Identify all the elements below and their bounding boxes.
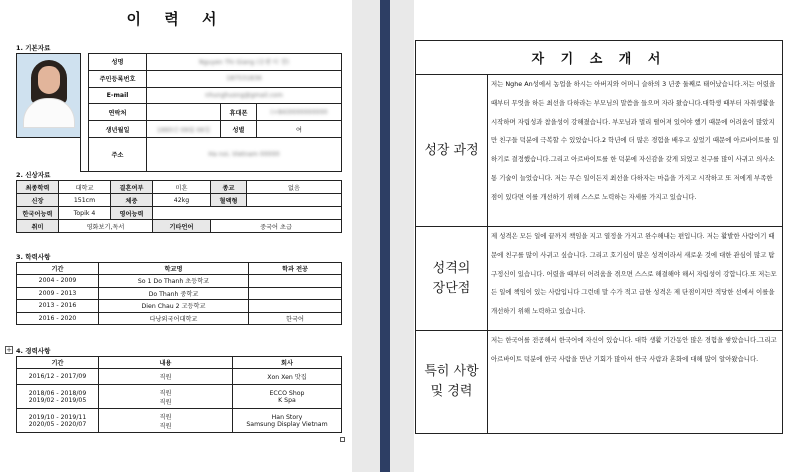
row-heading: 성장 과정 bbox=[416, 75, 488, 227]
resume-page bbox=[0, 0, 352, 472]
education-period: 2016 - 2020 bbox=[17, 312, 99, 325]
table-row bbox=[17, 300, 342, 313]
resume-title: 이 력 서 bbox=[126, 10, 226, 28]
hobby-label: 취미 bbox=[17, 220, 59, 233]
contact-label: 연락처 bbox=[89, 104, 147, 121]
education-school: Dien Chau 2 고등학교 bbox=[99, 300, 249, 313]
education-header-period: 기간 bbox=[17, 263, 99, 275]
section-education-title: 3. 학력사항 bbox=[16, 253, 51, 261]
education-table bbox=[16, 262, 342, 325]
blood-value bbox=[247, 194, 342, 207]
religion-label: 종교 bbox=[211, 181, 247, 194]
name-value: Nguyen Thi Giang (응웬 티 쟝) bbox=[147, 54, 342, 71]
education-school: 다낭외국어대학교 bbox=[99, 312, 249, 325]
email-value: nhunghuong@gmail.com bbox=[147, 87, 342, 104]
table-resize-handle[interactable] bbox=[340, 437, 345, 442]
gender-label: 성별 bbox=[221, 121, 257, 138]
personal-info-table bbox=[16, 180, 342, 233]
mobile-value: (+84)0000000000 bbox=[257, 104, 342, 121]
table-row bbox=[17, 287, 342, 300]
korean-label: 한국어능력 bbox=[17, 207, 59, 220]
education-major: 한국어 bbox=[249, 312, 342, 325]
education-header-school: 학교명 bbox=[99, 263, 249, 275]
height-label: 신장 bbox=[17, 194, 59, 207]
edu-value: 대학교 bbox=[59, 181, 111, 194]
career-content: 직원 직원 bbox=[99, 385, 233, 409]
education-major bbox=[249, 287, 342, 300]
weight-label: 체중 bbox=[111, 194, 153, 207]
career-company: Xon Xen 맛집 bbox=[233, 369, 342, 385]
education-period: 2009 - 2013 bbox=[17, 287, 99, 300]
birth-value: 1995년 09월 06일 bbox=[147, 121, 221, 138]
cover-letter-table bbox=[415, 40, 783, 434]
religion-value: 없음 bbox=[247, 181, 342, 194]
career-header-content: 내용 bbox=[99, 357, 233, 369]
row-heading: 성격의 장단점 bbox=[416, 227, 488, 331]
row-heading: 특히 사항 및 경력 bbox=[416, 331, 488, 434]
career-header-period: 기간 bbox=[17, 357, 99, 369]
table-row bbox=[17, 312, 342, 325]
korean-value: Topik 4 bbox=[59, 207, 111, 220]
id-label: 주민등록번호 bbox=[89, 70, 147, 87]
section-personal-title: 2. 신상자료 bbox=[16, 171, 51, 179]
table-row bbox=[17, 275, 342, 288]
career-period: 2016/12 - 2017/09 bbox=[17, 369, 99, 385]
career-content: 직원 직원 bbox=[99, 409, 233, 433]
email-label: E-mail bbox=[89, 87, 147, 104]
education-school: Do Thanh 중학교 bbox=[99, 287, 249, 300]
career-period: 2018/06 - 2018/09 2019/02 - 2019/05 bbox=[17, 385, 99, 409]
row-text: 저는 Nghe An성에서 농업을 하시는 아버지와 어머니 슬하의 3 년중 둘째로 태어났습니다.저는 어렸을 때부터 무엇을 하든 최선을 다하라는 부모님의 말씀을 들으며 자라 왔습니다.대학생 때부터 자취생활을 시작하며 자립성과 참을성이 강해졌습니다. 부모님과 멀리 떨어져 있어야 했기 때문에 어려움이 많았지만 친구들 덕분에 극복할 수 있었습니다.2 학년에 더 많은 경험을 배우고 싶었기 때문에 아르바이트를 일하기로 결정했습니다.그리고 아르바이트를 한 덕분에 자신감을 갖게 되었고 친구를 많이 사귀고 의사소통 기술이 늘었습니다. 저는 무슨 일이든지 최선을 다하자는 마음을 가지고 시작하고 또 저에게 부족한 점이 있다면 이를 개선하기 위해 스스로 노력하는 자세를 가지고 있습니다. bbox=[488, 75, 783, 227]
basic-info-table bbox=[16, 53, 342, 172]
table-row bbox=[416, 331, 783, 434]
education-major bbox=[249, 275, 342, 288]
cover-letter-page bbox=[414, 0, 800, 472]
section-basic-title: 1. 기본자료 bbox=[16, 44, 51, 52]
career-company: Han Story Samsung Display Vietnam bbox=[233, 409, 342, 433]
height-value: 151cm bbox=[59, 194, 111, 207]
career-content: 직원 bbox=[99, 369, 233, 385]
edu-label: 최종학력 bbox=[17, 181, 59, 194]
english-label: 영어능력 bbox=[111, 207, 153, 220]
gender-value: 여 bbox=[257, 121, 342, 138]
married-value: 미혼 bbox=[153, 181, 211, 194]
otherlang-label: 기타언어 bbox=[153, 220, 211, 233]
education-school: So 1 Do Thanh 초등학교 bbox=[99, 275, 249, 288]
education-period: 2004 - 2009 bbox=[17, 275, 99, 288]
education-period: 2013 - 2016 bbox=[17, 300, 99, 313]
career-table bbox=[16, 356, 342, 433]
education-header-major: 학과 전공 bbox=[249, 263, 342, 275]
career-company: ECCO Shop K Spa bbox=[233, 385, 342, 409]
birth-label: 생년월일 bbox=[89, 121, 147, 138]
career-period: 2019/10 - 2019/11 2020/05 - 2020/07 bbox=[17, 409, 99, 433]
mobile-label: 휴대폰 bbox=[221, 104, 257, 121]
section-career-title: 4. 경력사항 bbox=[16, 347, 51, 355]
table-move-handle[interactable]: + bbox=[6, 346, 12, 354]
row-text: 제 성격은 모든 일에 끝까지 책임을 지고 열정을 가지고 완수해내는 편입니다. 저는 활발한 사람이기 때문에 친구를 많이 사귀고 싶습니다. 그리고 호기심이 많은 성격이라서 새로운 것에 대한 관심이 많고 탐구정신이 있습니다. 어렸을 때부터 어려움을 겪으면 스스로 해결해야 해서 자립성이 강합니다.또 저는모든 일에 책임이 있는 사람입니다 그런데 말 수가 적고 급한 성격은 제 단점이지만 적당한 선에서 이를을 개선하기 위해 노력하고 있습니다. bbox=[488, 227, 783, 331]
table-row bbox=[416, 227, 783, 331]
hobby-value: 영화보기,독서 bbox=[59, 220, 153, 233]
table-row bbox=[17, 409, 342, 433]
name-label: 성명 bbox=[89, 54, 147, 71]
weight-value: 42kg bbox=[153, 194, 211, 207]
cover-letter-title: 자 기 소 개 서 bbox=[416, 41, 783, 75]
career-header-company: 회사 bbox=[233, 357, 342, 369]
blood-label: 혈액형 bbox=[211, 194, 247, 207]
english-value bbox=[153, 207, 342, 220]
address-label: 주소 bbox=[89, 138, 147, 172]
table-row bbox=[17, 369, 342, 385]
table-row bbox=[17, 385, 342, 409]
profile-photo bbox=[17, 54, 81, 138]
education-major bbox=[249, 300, 342, 313]
table-row bbox=[416, 75, 783, 227]
married-label: 결혼여부 bbox=[111, 181, 153, 194]
otherlang-value: 중국어 초급 bbox=[211, 220, 342, 233]
address-value: Ha noi, Vietnam 00000 bbox=[147, 138, 342, 172]
page-divider bbox=[380, 0, 390, 472]
id-value: 187531836 bbox=[147, 70, 342, 87]
row-text: 저는 한국어를 전공해서 한국어에 자신이 있습니다. 대학 생활 기간동안 많은 경험을 쌓았습니다.그리고 아르바이트 덕분에 한국 사람을 만난 기회가 많아서 한국 사람과 혼화에 대해 많이 알아왔습니다. bbox=[488, 331, 783, 434]
